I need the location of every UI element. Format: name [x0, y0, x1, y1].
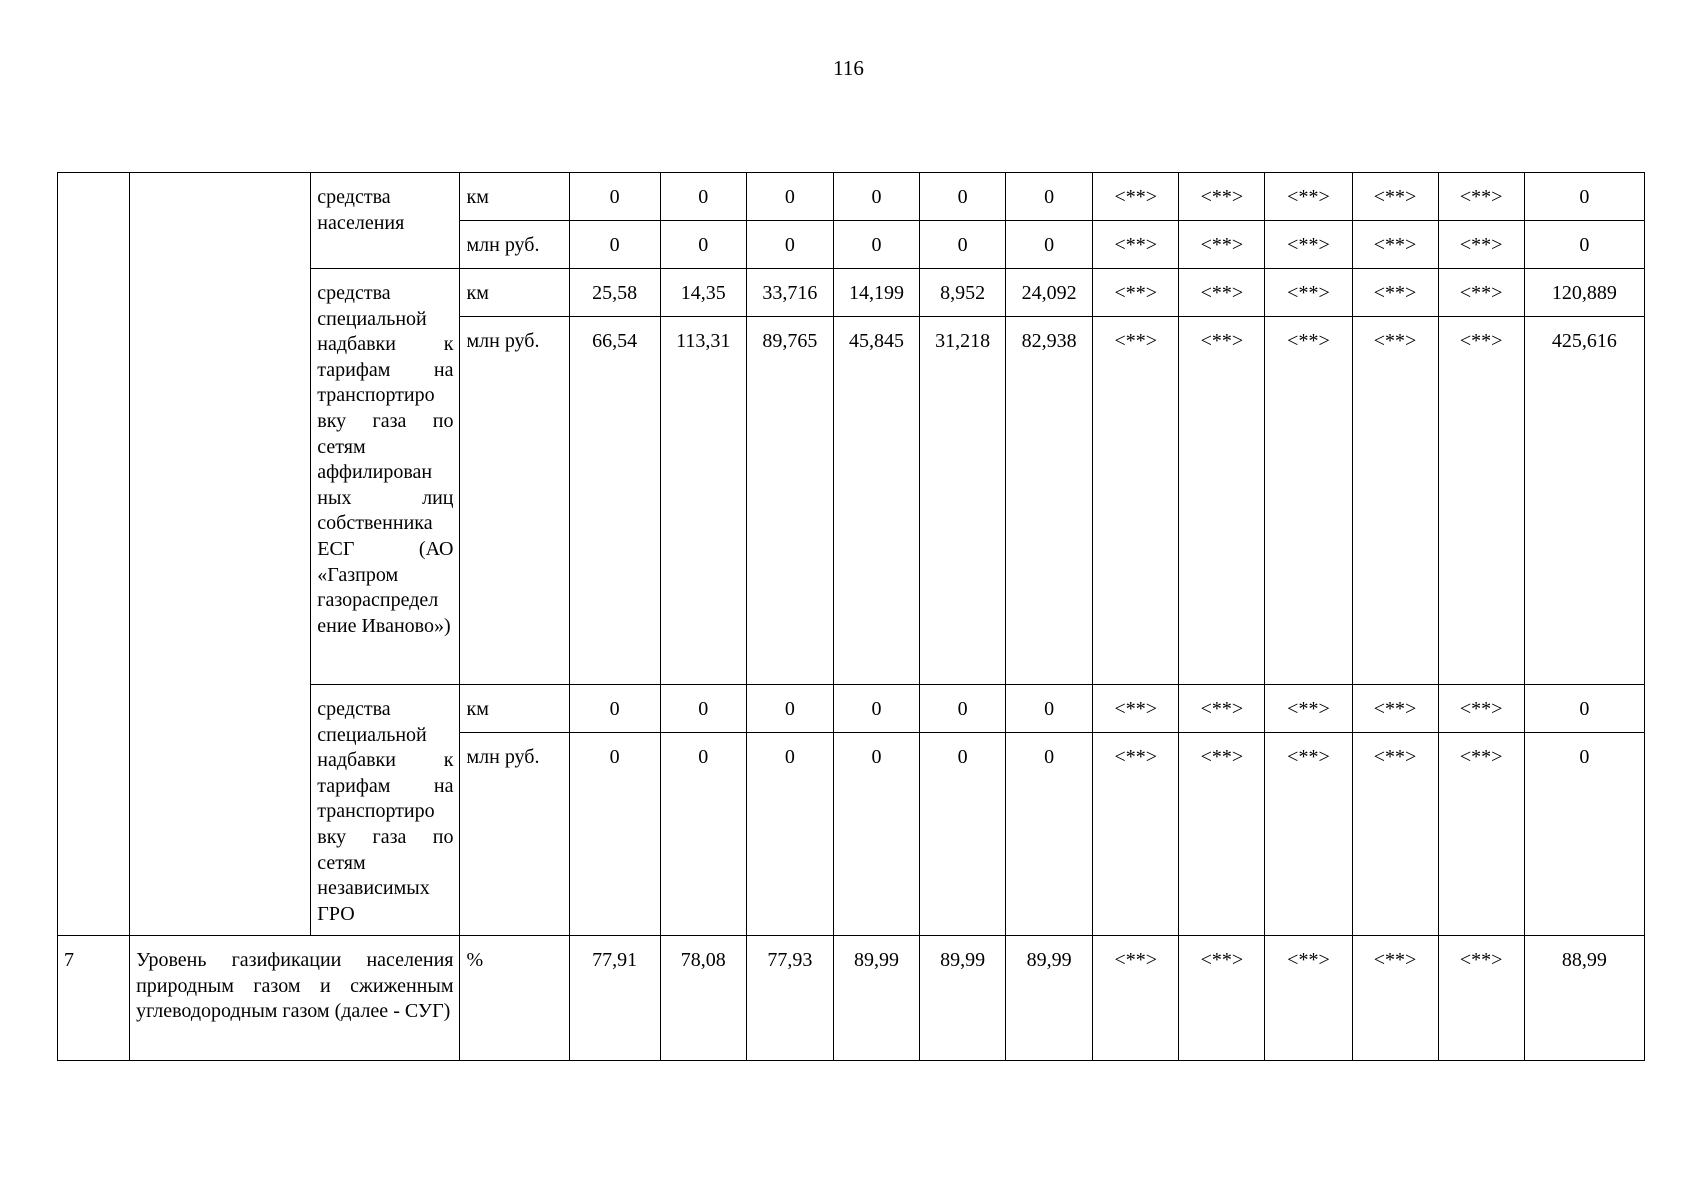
- value-cell: 0: [1006, 173, 1093, 221]
- value-cell: 0: [660, 733, 746, 936]
- value-cell: 89,765: [746, 317, 833, 685]
- value-cell: 88,99: [1524, 936, 1644, 1061]
- value-cell: <**>: [1265, 269, 1352, 317]
- page-number: 116: [833, 56, 864, 80]
- value-cell: <**>: [1265, 221, 1352, 269]
- value-cell: 31,218: [920, 317, 1006, 685]
- value-cell: 8,952: [920, 269, 1006, 317]
- value-cell: 82,938: [1006, 317, 1093, 685]
- value-cell: 425,616: [1524, 317, 1644, 685]
- value-cell: <**>: [1093, 733, 1179, 936]
- value-cell: 0: [660, 173, 746, 221]
- unit-cell: млн руб.: [460, 317, 569, 685]
- value-cell: <**>: [1438, 936, 1524, 1061]
- value-cell: 89,99: [1006, 936, 1093, 1061]
- value-cell: <**>: [1179, 733, 1265, 936]
- value-cell: 66,54: [569, 317, 660, 685]
- value-cell: 120,889: [1524, 269, 1644, 317]
- value-cell: 0: [920, 733, 1006, 936]
- value-cell: <**>: [1265, 173, 1352, 221]
- indicator-label-cell: Уровень газификации населения природным газом и сжиженным углеводородным газом (далее - СУГ): [130, 936, 460, 1061]
- value-cell: <**>: [1093, 936, 1179, 1061]
- value-cell: 0: [746, 221, 833, 269]
- data-table: [57, 172, 1645, 1061]
- value-cell: <**>: [1352, 221, 1438, 269]
- value-cell: 0: [1006, 221, 1093, 269]
- value-cell: 0: [1524, 221, 1644, 269]
- value-cell: 0: [833, 221, 919, 269]
- value-cell: 77,93: [746, 936, 833, 1061]
- value-cell: <**>: [1093, 685, 1179, 733]
- value-cell: <**>: [1438, 733, 1524, 936]
- value-cell: <**>: [1352, 936, 1438, 1061]
- value-cell: 113,31: [660, 317, 746, 685]
- value-cell: 0: [660, 685, 746, 733]
- value-cell: 0: [1006, 685, 1093, 733]
- value-cell: 77,91: [569, 936, 660, 1061]
- value-cell: <**>: [1093, 269, 1179, 317]
- row-number-cell: 7: [58, 936, 130, 1061]
- value-cell: 24,092: [1006, 269, 1093, 317]
- unit-cell: млн руб.: [460, 221, 569, 269]
- value-cell: <**>: [1179, 269, 1265, 317]
- value-cell: <**>: [1438, 317, 1524, 685]
- value-cell: <**>: [1438, 685, 1524, 733]
- value-cell: <**>: [1265, 317, 1352, 685]
- value-cell: 14,199: [833, 269, 919, 317]
- table-row-7: [58, 936, 1645, 1061]
- funding-source-cell: средства населения: [311, 173, 460, 269]
- value-cell: 0: [746, 173, 833, 221]
- value-cell: <**>: [1179, 173, 1265, 221]
- value-cell: 0: [569, 173, 660, 221]
- value-cell: <**>: [1265, 733, 1352, 936]
- value-cell: 0: [1524, 173, 1644, 221]
- value-cell: <**>: [1179, 221, 1265, 269]
- value-cell: <**>: [1179, 936, 1265, 1061]
- index-cell-empty: [58, 173, 130, 936]
- value-cell: 0: [833, 733, 919, 936]
- funding-source-cell: средства специальной надбавки к тарифам на транспортиро вку газа по сетям независимых ГРО: [311, 685, 460, 936]
- value-cell: <**>: [1179, 317, 1265, 685]
- value-cell: 0: [920, 173, 1006, 221]
- value-cell: <**>: [1265, 685, 1352, 733]
- value-cell: 78,08: [660, 936, 746, 1061]
- value-cell: <**>: [1265, 936, 1352, 1061]
- value-cell: <**>: [1179, 685, 1265, 733]
- value-cell: <**>: [1438, 173, 1524, 221]
- unit-cell: %: [460, 936, 569, 1061]
- value-cell: <**>: [1438, 269, 1524, 317]
- value-cell: <**>: [1093, 317, 1179, 685]
- table-body: [58, 173, 1645, 1061]
- value-cell: <**>: [1352, 173, 1438, 221]
- unit-cell: млн руб.: [460, 733, 569, 936]
- value-cell: <**>: [1093, 173, 1179, 221]
- value-cell: <**>: [1352, 733, 1438, 936]
- value-cell: 0: [746, 733, 833, 936]
- unit-cell: км: [460, 173, 569, 221]
- funding-source-cell: средства специальной надбавки к тарифам на транспортиро вку газа по сетям аффилирован ных лиц собственника ЕСГ (АО «Газпром газораспредел ение Иваново»): [311, 269, 460, 685]
- value-cell: 0: [920, 221, 1006, 269]
- value-cell: 0: [1524, 685, 1644, 733]
- value-cell: 0: [569, 733, 660, 936]
- value-cell: 0: [1524, 733, 1644, 936]
- value-cell: 33,716: [746, 269, 833, 317]
- value-cell: 89,99: [920, 936, 1006, 1061]
- value-cell: 0: [920, 685, 1006, 733]
- value-cell: 45,845: [833, 317, 919, 685]
- value-cell: 0: [569, 685, 660, 733]
- indicator-cell-empty: [130, 173, 311, 936]
- unit-cell: км: [460, 269, 569, 317]
- value-cell: 0: [833, 685, 919, 733]
- value-cell: 25,58: [569, 269, 660, 317]
- value-cell: 0: [833, 173, 919, 221]
- value-cell: 14,35: [660, 269, 746, 317]
- table-row: [58, 173, 1645, 221]
- value-cell: 0: [569, 221, 660, 269]
- unit-cell: км: [460, 685, 569, 733]
- value-cell: <**>: [1352, 317, 1438, 685]
- value-cell: 0: [1006, 733, 1093, 936]
- value-cell: <**>: [1438, 221, 1524, 269]
- value-cell: 0: [660, 221, 746, 269]
- value-cell: <**>: [1352, 685, 1438, 733]
- value-cell: <**>: [1352, 269, 1438, 317]
- value-cell: 89,99: [833, 936, 919, 1061]
- value-cell: 0: [746, 685, 833, 733]
- value-cell: <**>: [1093, 221, 1179, 269]
